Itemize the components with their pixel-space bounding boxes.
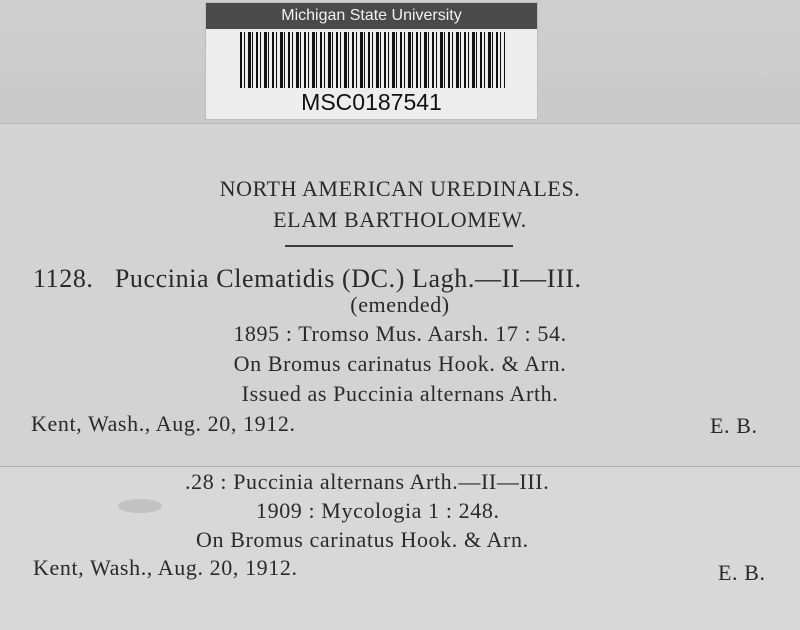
locality-date: Kent, Wash., Aug. 20, 1912. (31, 411, 296, 436)
species-line: 1128. Puccinia Clematidis (DC.) Lagh.—II—III. (33, 264, 582, 293)
barcode-institution: Michigan State University (206, 3, 537, 29)
host: On Bromus carinatus Hook. & Arn. (196, 527, 529, 552)
collector-initials: E. B. (710, 413, 758, 438)
specimen-label-main (0, 123, 800, 466)
emended-note: (emended) (350, 292, 450, 317)
locality-date: Kent, Wash., Aug. 20, 1912. (33, 555, 298, 580)
collector-initials: E. B. (718, 560, 766, 585)
barcode-number: MSC0187541 (301, 89, 442, 115)
collector-name: ELAM BARTHOLOMEW. (273, 207, 527, 232)
specimen-label-second (0, 466, 800, 630)
barcode-bars (240, 32, 505, 88)
paper-stain (118, 499, 162, 513)
host: On Bromus carinatus Hook. & Arn. (233, 351, 567, 376)
divider-rule (285, 245, 513, 247)
species-line: .28 : Puccinia alternans Arth.—II—III. (185, 469, 550, 494)
series-title: NORTH AMERICAN UREDINALES. (219, 176, 581, 201)
citation: 1895 : Tromso Mus. Aarsh. 17 : 54. (233, 321, 567, 346)
barcode-label (205, 2, 538, 120)
issued-as: Issued as Puccinia alternans Arth. (241, 381, 559, 406)
citation: 1909 : Mycologia 1 : 248. (256, 498, 500, 523)
